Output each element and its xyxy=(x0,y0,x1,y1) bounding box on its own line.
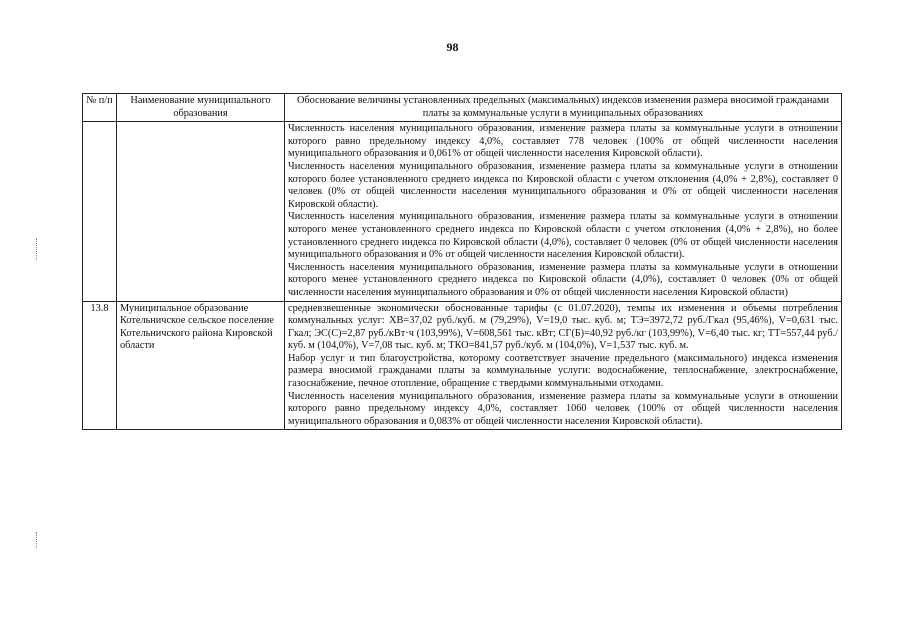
justification-paragraph: Численность населения муниципального образования, изменение размера платы за коммунальные услуги в отношении которого менее установленного среднего индекса по Кировской области с учетом отклонения (4,0% + 2,8%), но более установленного среднего индекса по Кировской области (4,0%), составляет 0 человек (0% от общей численности населения муниципального образования и 0% от общей численности населения Кировской области). xyxy=(288,211,838,261)
header-name: Наименование муниципального образования xyxy=(117,94,285,122)
justification-paragraph: Численность населения муниципального образования, изменение размера платы за коммунальные услуги в отношении которого более установленного среднего индекса по Кировской области с учетом отклонения (4,0% + 2,8%), составляет 0 человек (0% от общей численности населения муниципального образования и 0% от общей численности населения Кировской области). xyxy=(288,160,838,210)
row-justification xyxy=(285,301,842,430)
table-row xyxy=(83,301,842,430)
margin-mark xyxy=(36,532,38,548)
justification-paragraph: Численность населения муниципального образования, изменение размера платы за коммунальные услуги в отношении которого менее установленного среднего индекса по Кировской области (4,0%), составляет 0 человек (0% от общей численности населения муниципального образования и 0% от общей численности населения Кировской области) xyxy=(288,261,838,298)
tariff-justification-table xyxy=(82,93,842,430)
row-justification xyxy=(285,122,842,301)
header-justification: Обоснование величины установленных предельных (максимальных) индексов изменения размера вносимой гражданами платы за коммунальные услуги в муниципальных образованиях xyxy=(285,94,842,122)
row-num: 13.8 xyxy=(83,301,117,430)
justification-paragraph: средневзвешенные экономически обоснованные тарифы (с 01.07.2020), темпы их изменения и объемы потребления коммунальных услуг: ХВ=37,02 руб./куб. м (79,29%), V=19,0 тыс. куб. м; ТЭ=3972,72 руб./Гкал (95,46%), V=0,631 тыс. Гкал; ЭС(С)=2,87 руб./кВт·ч (103,99%), V=608,561 тыс. кВт; СГ(Б)=40,92 руб./кг (103,99%), V=6,40 тыс. кг; ТТ=557,44 руб./куб. м (104,0%), V=7,08 тыс. куб. м; ТКО=841,57 руб./куб. м (104,0%), V=1,537 тыс. куб. м. xyxy=(288,302,838,352)
justification-paragraph: Численность населения муниципального образования, изменение размера платы за коммунальные услуги в отношении которого равно предельному индексу 4,0%, составляет 778 человек (100% от общей численности населения муниципального образования и 0,061% от общей численности населения Кировской области). xyxy=(288,123,838,160)
table-header-row xyxy=(83,94,842,122)
row-num xyxy=(83,122,117,301)
margin-mark xyxy=(36,238,38,260)
table-row xyxy=(83,122,842,301)
page-number: 98 xyxy=(446,40,459,54)
row-name: Муниципальное образование Котельничское сельское поселение Котельничского района Кировской области xyxy=(117,301,285,430)
justification-paragraph: Набор услуг и тип благоустройства, которому соответствует значение предельного (максимального) индекса изменения размера вносимой гражданами платы за коммунальные услуги: водоснабжение, теплоснабжение, электроснабжение, газоснабжение, печное отопление, обращение с твердыми коммунальными отходами. xyxy=(288,352,838,390)
justification-paragraph: Численность населения муниципального образования, изменение размера платы за коммунальные услуги в отношении которого равно предельному индексу 4,0%, составляет 1060 человек (100% от общей численности населения муниципального образования и 0,083% от общей численности населения Кировской области). xyxy=(288,390,838,427)
row-name xyxy=(117,122,285,301)
header-num: № п/п xyxy=(83,94,117,122)
